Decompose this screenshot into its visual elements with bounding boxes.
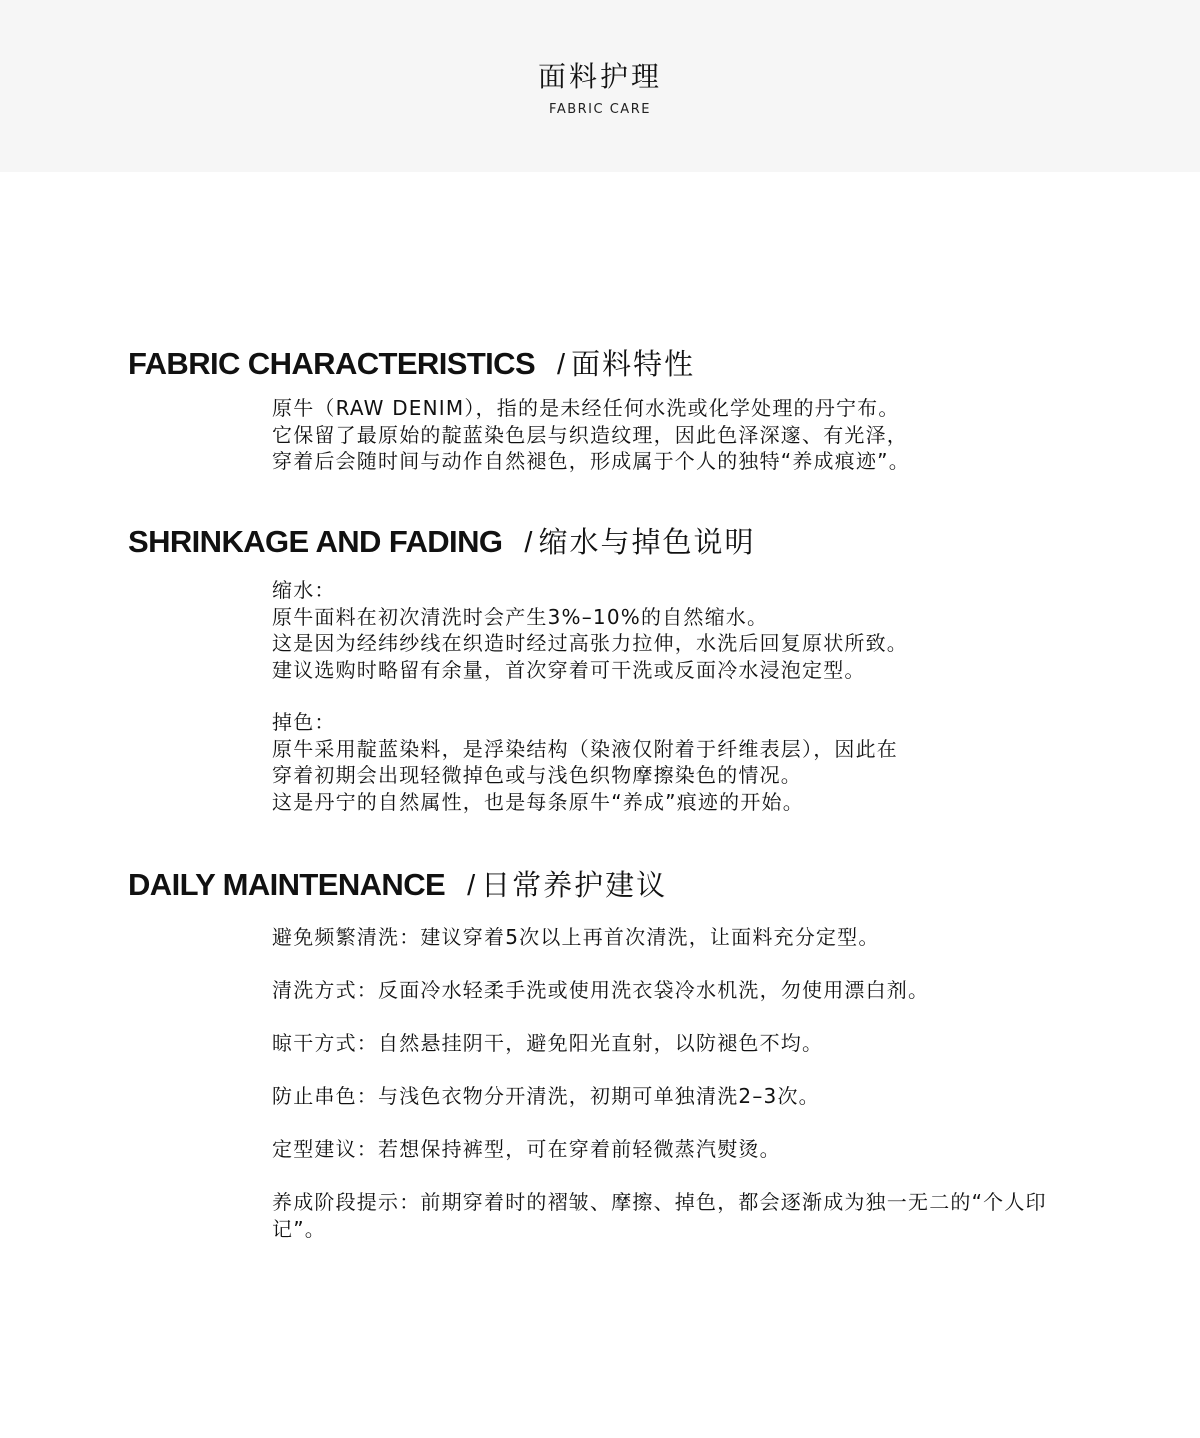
body-line: 原牛采用靛蓝染料，是浮染结构（染液仅附着于纤维表层），因此在 — [272, 736, 898, 761]
body-line: 这是因为经纬纱线在织造时经过高张力拉伸，水洗后回复原状所致。 — [272, 631, 908, 655]
group-label: 缩水： — [272, 578, 336, 602]
body-line: 这是丹宁的自然属性，也是每条原牛“养成”痕迹的开始。 — [272, 789, 804, 814]
heading-cn: 日常养护建议 — [481, 868, 668, 902]
shrinkage-group — [272, 577, 1112, 683]
heading-en: SHRINKAGE AND FADING — [128, 524, 503, 559]
tip-item: 防止串色：与浅色衣物分开清洗，初期可单独清洗2–3次。 — [272, 1084, 820, 1108]
body-line: 它保留了最原始的靛蓝染色层与织造纹理，因此色泽深邃、有光泽， — [272, 422, 908, 447]
shrinkage-fading-body — [272, 577, 1112, 815]
heading-separator: / — [524, 527, 533, 559]
spacer — [272, 683, 1112, 709]
daily-maintenance-body — [272, 924, 1112, 1269]
fabric-characteristics-body — [272, 395, 1112, 475]
heading-en: FABRIC CHARACTERISTICS — [128, 346, 536, 381]
heading-cn: 面料特性 — [571, 347, 696, 381]
body-line: 穿着初期会出现轻微掉色或与浅色织物摩擦染色的情况。 — [272, 763, 802, 787]
section-heading-shrinkage-fading — [128, 522, 755, 567]
page-title: 面料护理 — [537, 60, 662, 93]
page-subtitle: FABRIC CARE — [549, 102, 651, 117]
heading-separator: / — [467, 870, 476, 902]
group-label: 掉色： — [272, 710, 336, 734]
tip-item: 清洗方式：反面冷水轻柔手洗或使用洗衣袋冷水机洗，勿使用漂白剂。 — [272, 978, 930, 1002]
heading-separator: / — [557, 349, 566, 381]
body-line: 建议选购时略留有余量，首次穿着可干洗或反面冷水浸泡定型。 — [272, 657, 866, 682]
heading-en: DAILY MAINTENANCE — [128, 867, 446, 902]
fading-group — [272, 709, 1112, 815]
section-heading-fabric-characteristics — [128, 344, 695, 389]
body-line: 穿着后会随时间与动作自然褪色，形成属于个人的独特“养成痕迹”。 — [272, 449, 910, 473]
heading-cn: 缩水与掉色说明 — [538, 525, 756, 559]
body-line: 原牛面料在初次清洗时会产生3%–10%的自然缩水。 — [272, 604, 769, 629]
tip-item: 养成阶段提示：前期穿着时的褶皱、摩擦、掉色，都会逐渐成为独一无二的“个人印记”。 — [272, 1190, 1047, 1241]
tip-item: 避免频繁清洗：建议穿着5次以上再首次清洗，让面料充分定型。 — [272, 925, 880, 949]
section-heading-daily-maintenance — [128, 865, 667, 910]
tip-item: 定型建议：若想保持裤型，可在穿着前轻微蒸汽熨烫。 — [272, 1137, 781, 1161]
body-line: 原牛（RAW DENIM），指的是未经任何水洗或化学处理的丹宁布。 — [272, 396, 900, 420]
tip-item: 晾干方式：自然悬挂阴干，避免阳光直射，以防褪色不均。 — [272, 1031, 824, 1055]
